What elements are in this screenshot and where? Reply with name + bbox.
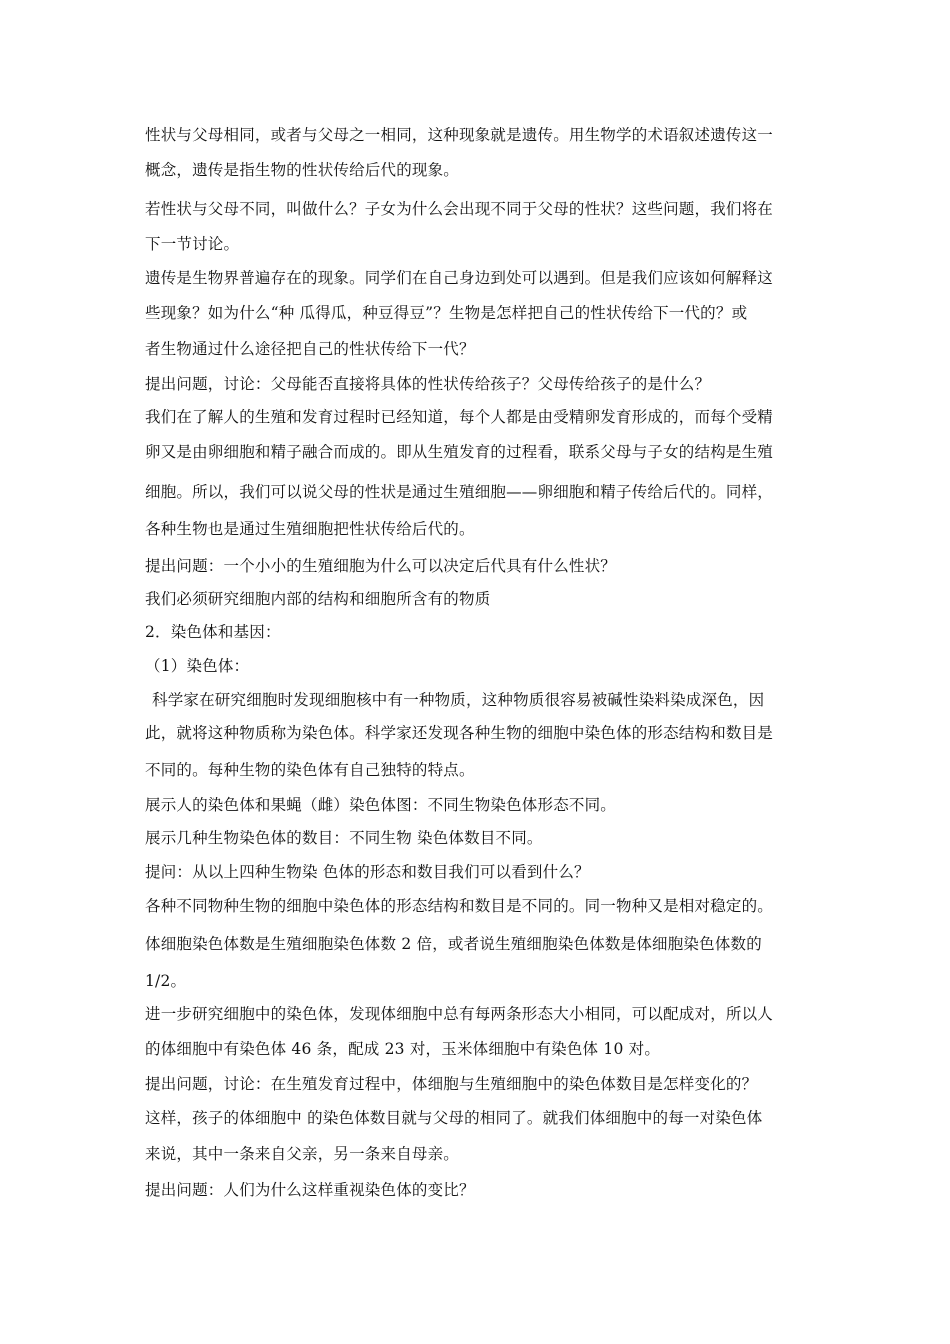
text-line: 提出问题，讨论：父母能否直接将具体的性状传给孩子？父母传给孩子的是什么？: [145, 375, 711, 393]
section-heading: 2．染色体和基因：: [145, 623, 281, 641]
text-line: 者生物通过什么途径把自己的性状传给下一代？: [145, 340, 475, 358]
text-line: 进一步研究细胞中的染色体，发现体细胞中总有每两条形态大小相同，可以配成对，所以人: [145, 1005, 774, 1023]
text-line: 性状与父母相同，或者与父母之一相同，这种现象就是遗传。用生物学的术语叙述遗传这一: [145, 126, 774, 144]
text-line: 我们必须研究细胞内部的结构和细胞所含有的物质: [145, 590, 491, 608]
text-line: 提问：从以上四种生物染 色体的形态和数目我们可以看到什么？: [145, 863, 590, 881]
text-line: 1/2。: [145, 972, 187, 990]
text-line: 概念，遗传是指生物的性状传给后代的现象。: [145, 161, 460, 179]
text-line: 细胞。所以，我们可以说父母的性状是通过生殖细胞——卵细胞和精子传给后代的。同样，: [145, 483, 774, 501]
text-line: 提出问题：一个小小的生殖细胞为什么可以决定后代具有什么性状？: [145, 557, 617, 575]
text-line: 提出问题：人们为什么这样重视染色体的变比？: [145, 1181, 475, 1199]
text-line: 体细胞染色体数是生殖细胞染色体数 2 倍，或者说生殖细胞染色体数是体细胞染色体数的: [145, 935, 762, 953]
text-line: 些现象？如为什么“种 瓜得瓜，种豆得豆”？生物是怎样把自己的性状传给下一代的？或: [145, 304, 748, 322]
text-line: 遗传是生物界普遍存在的现象。同学们在自己身边到处可以遇到。但是我们应该如何解释这: [145, 269, 774, 287]
text-line: 各种生物也是通过生殖细胞把性状传给后代的。: [145, 520, 475, 538]
text-line: 展示人的染色体和果蝇（雌）染色体图：不同生物染色体形态不同。: [145, 796, 617, 814]
text-line: 我们在了解人的生殖和发育过程时已经知道，每个人都是由受精卵发育形成的，而每个受精: [145, 408, 774, 426]
subsection-heading: （1）染色体：: [145, 657, 250, 675]
text-line: 科学家在研究细胞时发现细胞核中有一种物质，这种物质很容易被碱性染料染成深色，因: [152, 691, 765, 709]
text-line: 这样，孩子的体细胞中 的染色体数目就与父母的相同了。就我们体细胞中的每一对染色体: [145, 1109, 763, 1127]
text-line: 不同的。每种生物的染色体有自己独特的特点。: [145, 761, 475, 779]
text-line: 提出问题，讨论：在生殖发育过程中，体细胞与生殖细胞中的染色体数目是怎样变化的？: [145, 1075, 758, 1093]
text-line: 的体细胞中有染色体 46 条，配成 23 对，玉米体细胞中有染色体 10 对。: [145, 1040, 661, 1058]
text-line: 此，就将这种物质称为染色体。科学家还发现各种生物的细胞中染色体的形态结构和数目是: [145, 724, 774, 742]
text-line: 卵又是由卵细胞和精子融合而成的。即从生殖发育的过程看，联系父母与子女的结构是生殖: [145, 443, 774, 461]
text-line: 各种不同物种生物的细胞中染色体的形态结构和数目是不同的。同一物种又是相对稳定的。: [145, 897, 774, 915]
text-line: 来说，其中一条来自父亲，另一条来自母亲。: [145, 1145, 460, 1163]
text-line: 若性状与父母不同，叫做什么？子女为什么会出现不同于父母的性状？这些问题，我们将在: [145, 200, 774, 218]
text-line: 展示几种生物染色体的数目：不同生物 染色体数目不同。: [145, 829, 543, 847]
text-line: 下一节讨论。: [145, 235, 240, 253]
